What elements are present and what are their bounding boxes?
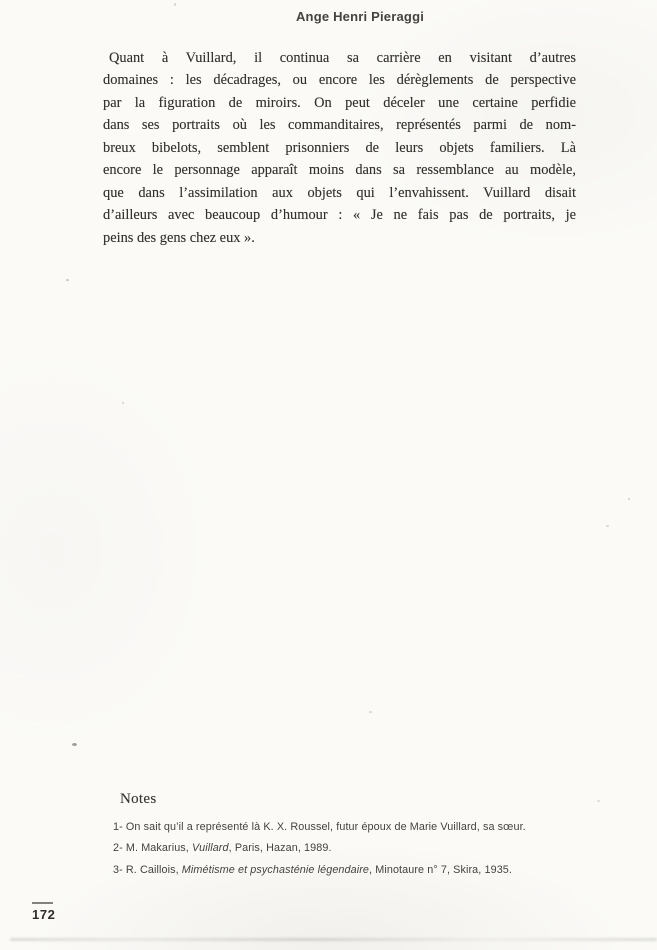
page-number-rule	[32, 902, 53, 904]
page-number-block	[32, 902, 56, 922]
body-paragraph	[103, 47, 576, 249]
footnote	[113, 838, 526, 859]
scan-edge-artifact	[10, 938, 657, 941]
paragraph-line: que dans l’assimilation aux objets qui l’envahissent. Vuillard disait	[103, 184, 576, 201]
scan-speck	[597, 800, 600, 802]
paragraph-line: peins des gens chez eux ».	[103, 229, 255, 246]
footnote-text: , Minotaure n° 7, Skira, 1935.	[369, 863, 513, 876]
page-number: 172	[32, 907, 56, 922]
scan-speck	[369, 711, 372, 713]
paragraph-line: dans ses portraits où les commanditaires, représentés parmi de nom-	[103, 117, 576, 134]
footnote	[113, 860, 526, 881]
paragraph-line: Quant à Vuillard, il continua sa carrière en visitant d’autres	[109, 50, 576, 66]
scan-speck	[72, 743, 77, 746]
scan-speck	[66, 279, 69, 281]
paragraph-line: domaines : les décadrages, ou encore les dérèglements de perspective	[103, 72, 576, 89]
footnote-italic-title: Vuillard	[192, 842, 229, 855]
paragraph-line: d’ailleurs avec beaucoup d’humour : « Je ne fais pas de portraits, je	[103, 207, 576, 224]
scan-speck	[606, 525, 609, 527]
footnote-text: 3- R. Caillois,	[113, 863, 182, 876]
page-header-author: Ange Henri Pieraggi	[295, 9, 425, 24]
paragraph-line: encore le personnage apparaît moins dans sa ressemblance au modèle,	[103, 162, 576, 179]
footnote	[113, 817, 526, 838]
scan-speck	[174, 3, 176, 6]
footnote-list	[113, 817, 526, 881]
scan-speck	[122, 402, 124, 404]
paragraph-line: breux bibelots, semblent prisonniers de leurs objets familiers. Là	[103, 139, 576, 156]
footnote-text: , Paris, Hazan, 1989.	[228, 842, 332, 855]
notes-heading: Notes	[120, 791, 157, 807]
footnote-text: 1- On sait qu’il a représenté là K. X. Roussel, futur époux de Marie Vuillard, sa sœur.	[113, 821, 526, 833]
footnote-text: 2- M. Makarius,	[113, 842, 192, 855]
paragraph-line: par la figuration de miroirs. On peut déceler une certaine perfidie	[103, 94, 576, 111]
footnote-italic-title: Mimétisme et psychasténie légendaire	[181, 863, 370, 876]
scan-speck	[628, 498, 630, 500]
